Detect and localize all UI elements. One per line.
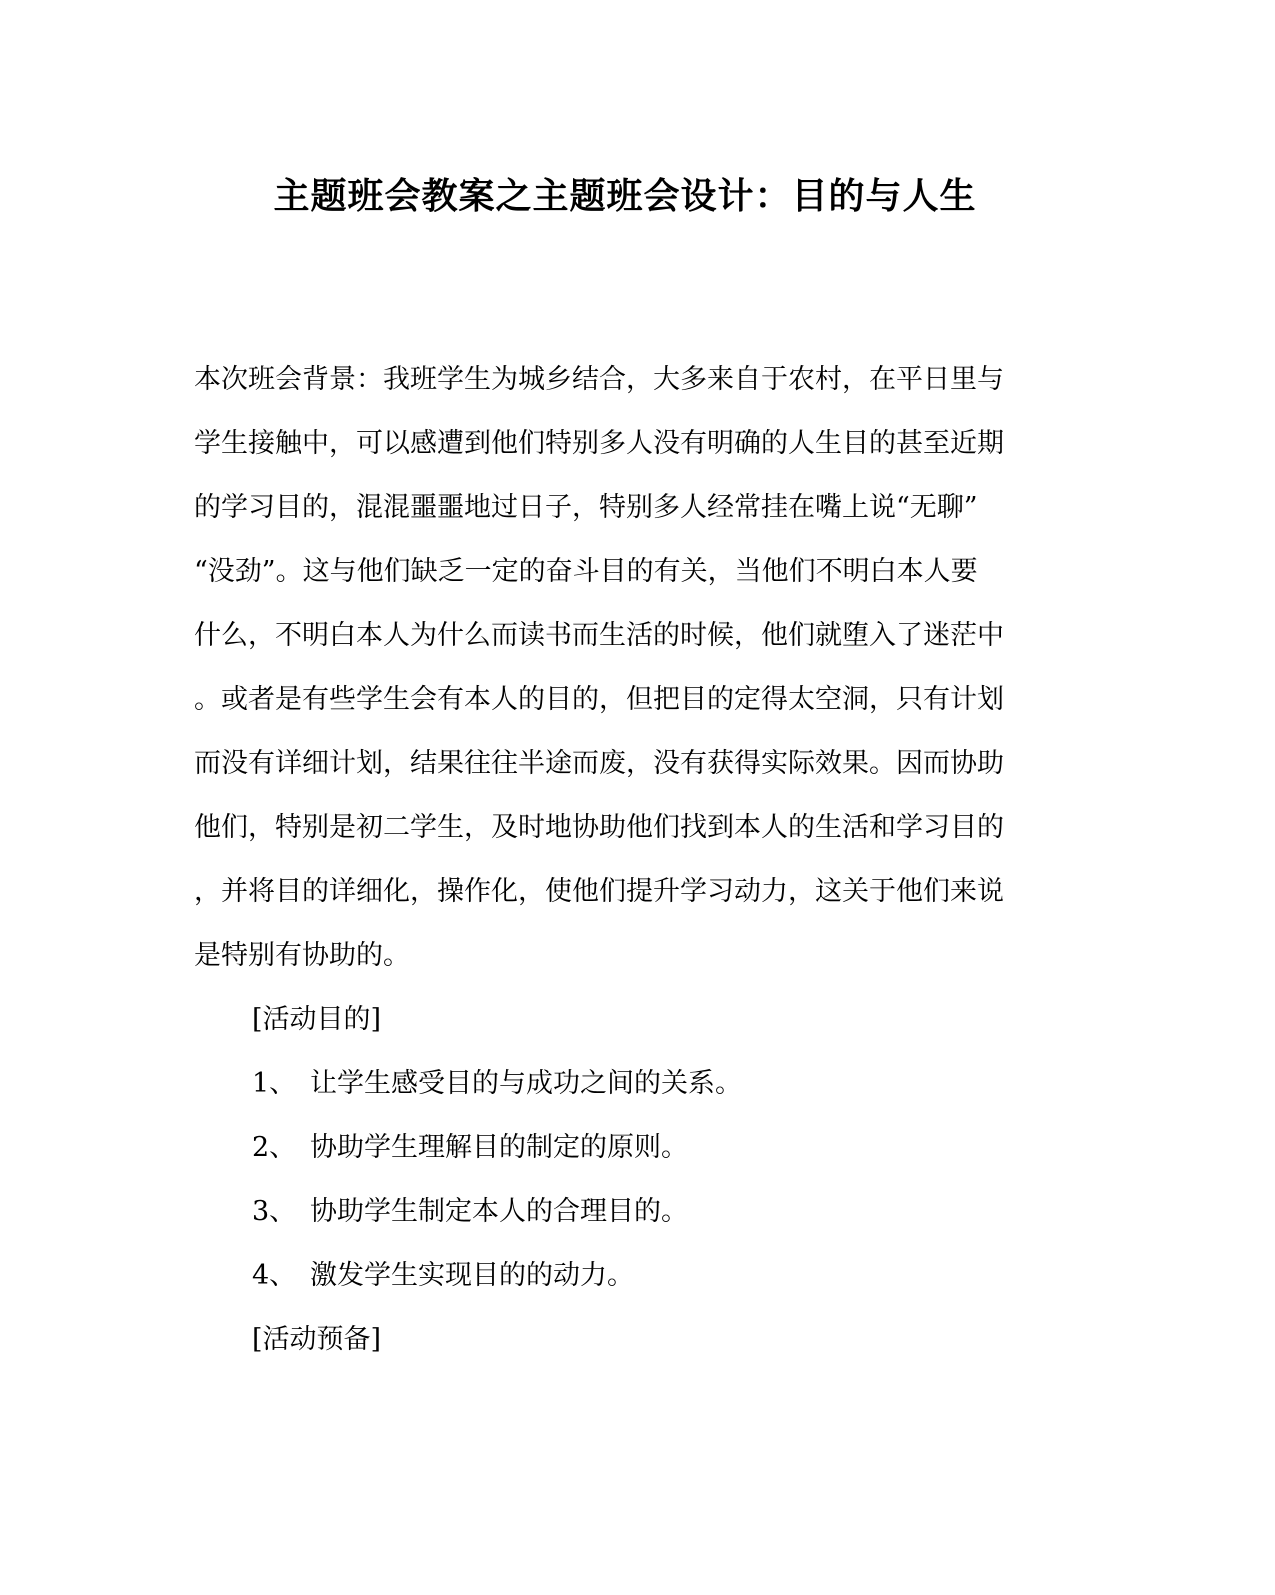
list-text: 激发学生实现目的的动力。 bbox=[310, 1260, 634, 1291]
paragraph-line: 的学习目的，混混噩噩地过日子，特别多人经常挂在嘴上说“无聊” bbox=[194, 492, 978, 523]
paragraph-line: 他们，特别是初二学生，及时地协助他们找到本人的生活和学习目的 bbox=[194, 812, 1004, 843]
list-number: 2、 bbox=[252, 1132, 297, 1163]
paragraph-line: 什么，不明白本人为什么而读书而生活的时候，他们就堕入了迷茫中 bbox=[194, 620, 1004, 651]
list-item bbox=[194, 1116, 1054, 1180]
list-number: 4、 bbox=[252, 1260, 297, 1291]
list-item bbox=[194, 1052, 1054, 1116]
list-number: 3、 bbox=[252, 1196, 297, 1227]
document-body bbox=[194, 348, 1054, 1372]
list-text: 协助学生制定本人的合理目的。 bbox=[310, 1196, 688, 1227]
paragraph-line: ，并将目的详细化，操作化，使他们提升学习动力，这关于他们来说 bbox=[194, 876, 1004, 907]
paragraph-line: 本次班会背景：我班学生为城乡结合，大多来自于农村，在平日里与 bbox=[194, 364, 1004, 395]
section-heading-prep: [活动预备] bbox=[252, 1324, 382, 1355]
list-text: 让学生感受目的与成功之间的关系。 bbox=[310, 1068, 742, 1099]
list-text: 协助学生理解目的制定的原则。 bbox=[310, 1132, 688, 1163]
paragraph-line: 而没有详细计划，结果往往半途而废，没有获得实际效果。因而协助 bbox=[194, 748, 1004, 779]
document-title: 主题班会教案之主题班会设计：目的与人生 bbox=[273, 175, 977, 217]
list-item bbox=[194, 1244, 1054, 1308]
list-number: 1、 bbox=[252, 1068, 297, 1099]
paragraph-line: 是特别有协助的。 bbox=[194, 940, 410, 971]
paragraph-line: 。或者是有些学生会有本人的目的，但把目的定得太空洞，只有计划 bbox=[194, 684, 1004, 715]
paragraph-line: “没劲”。这与他们缺乏一定的奋斗目的有关，当他们不明白本人要 bbox=[194, 556, 978, 587]
paragraph-line: 学生接触中，可以感遭到他们特别多人没有明确的人生目的甚至近期 bbox=[194, 428, 1004, 459]
section-heading-goals: [活动目的] bbox=[252, 1004, 382, 1035]
list-item bbox=[194, 1180, 1054, 1244]
